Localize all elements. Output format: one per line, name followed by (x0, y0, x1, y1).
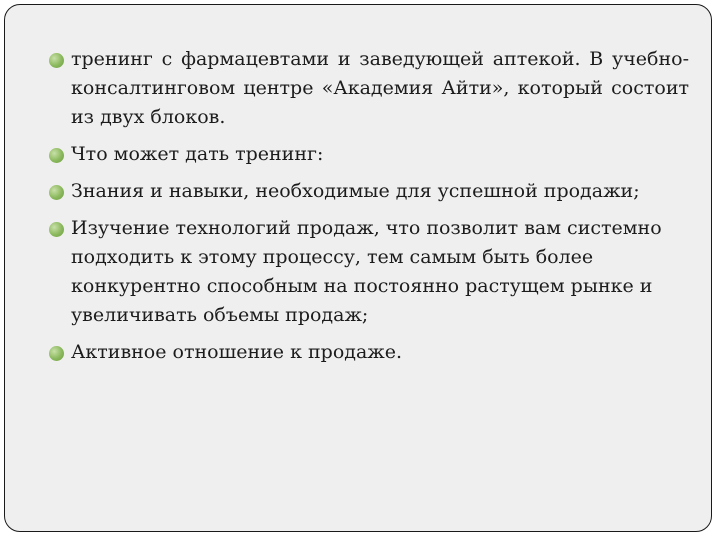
bullet-text: Что может дать тренинг: (71, 143, 324, 165)
bullet-item (49, 45, 689, 132)
bullet-list (49, 45, 689, 375)
bullet-dot-icon (49, 346, 64, 361)
bullet-dot-icon (49, 222, 64, 237)
bullet-text: тренинг с фармацевтами и заведующей аптекой. В учебно-консалтинговом центре «Академия Айти», который состоит из двух блоков. (71, 48, 689, 128)
bullet-item (49, 338, 689, 367)
bullet-item (49, 140, 689, 169)
bullet-text: Знания и навыки, необходимые для успешной продажи; (71, 180, 640, 202)
slide-frame (4, 4, 712, 532)
bullet-text: Изучение технологий продаж, что позволит вам системно подходить к этому процессу, тем самым быть более конкурентно способным на постоянно растущем рынке и увеличивать объемы продаж; (71, 217, 662, 326)
bullet-text: Активное отношение к продаже. (71, 341, 403, 363)
bullet-dot-icon (49, 148, 64, 163)
bullet-dot-icon (49, 53, 64, 68)
bullet-item (49, 214, 689, 330)
bullet-dot-icon (49, 185, 64, 200)
bullet-item (49, 177, 689, 206)
